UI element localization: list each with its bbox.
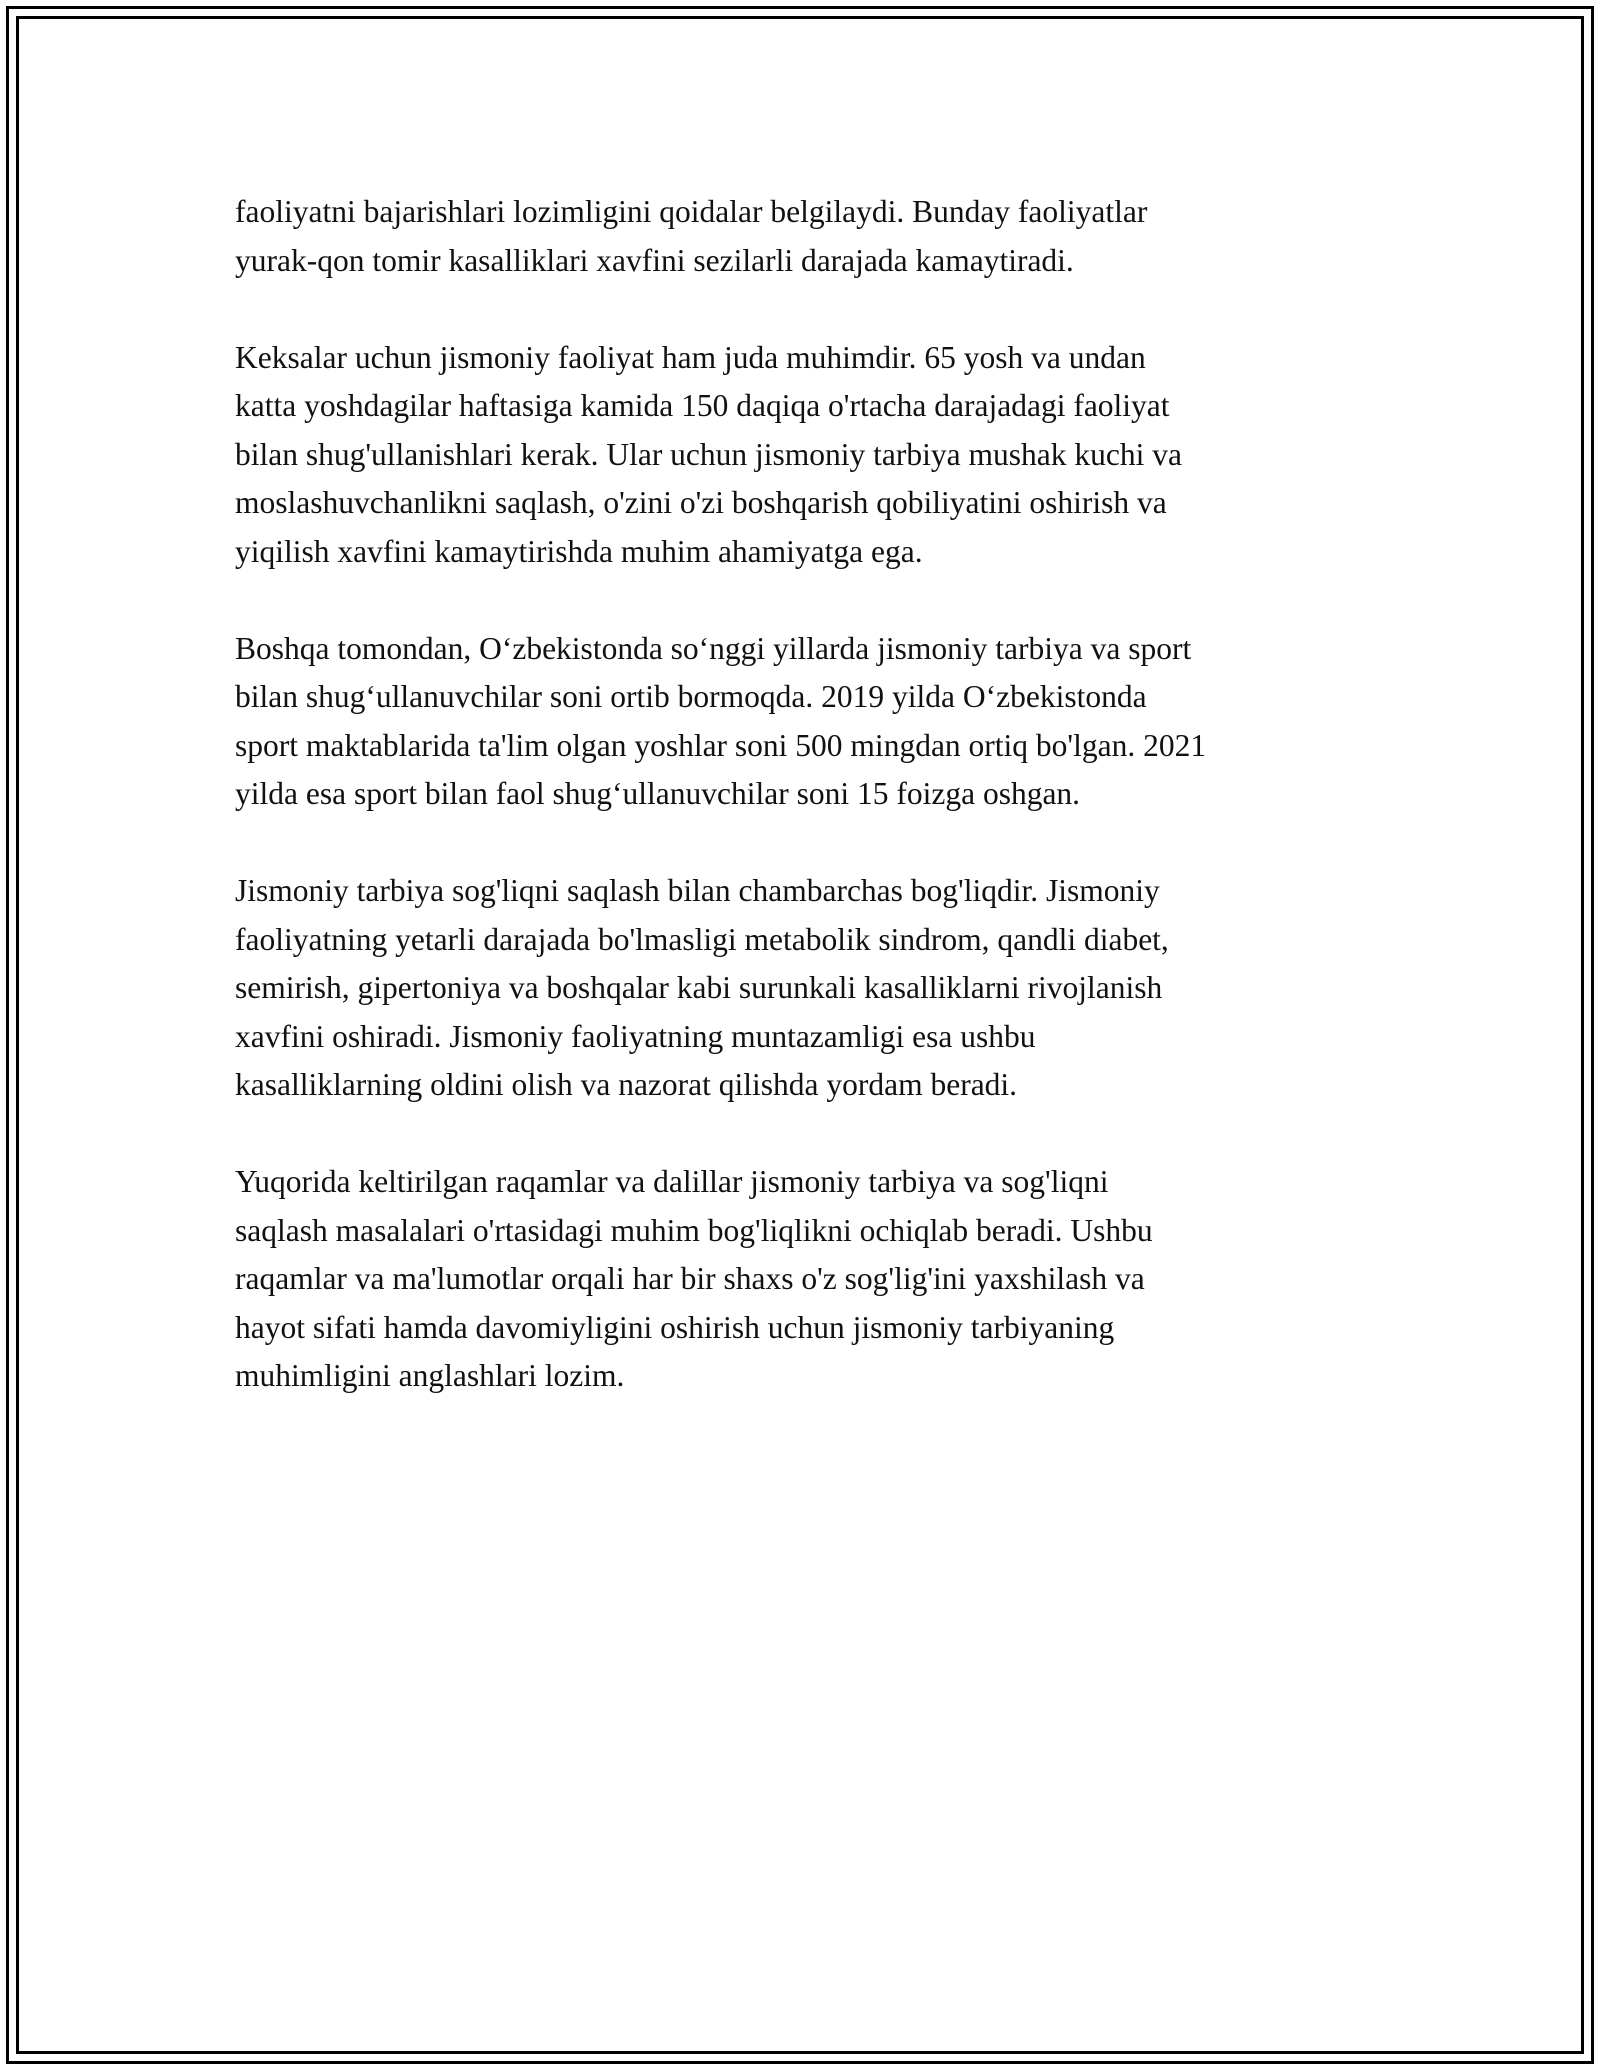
- paragraph-1: faoliyatni bajarishlari lozimligini qoidalar belgilaydi. Bunday faoliyatlar yurak-qon tomir kasalliklari xavfini sezilarli darajada kamaytiradi.: [235, 194, 1148, 278]
- document-body: [235, 188, 1375, 1449]
- paragraph-5: Yuqorida keltirilgan raqamlar va dalillar jismoniy tarbiya va sog'liqni saqlash masalalari o'rtasidagi muhim bog'liqlikni ochiqlab beradi. Ushbu raqamlar va ma'lumotlar orqali har bir shaxs o'z sog'lig'ini yaxshilash va hayot sifati hamda davomiyligini oshirish uchun jismoniy tarbiyaning muhimligini anglashlari lozim.: [235, 1164, 1153, 1393]
- paragraph-3: Boshqa tomondan, O‘zbekistonda so‘nggi yillarda jismoniy tarbiya va sport bilan shug‘ullanuvchilar soni ortib bormoqda. 2019 yilda O‘zbekistonda sport maktablarida ta'lim olgan yoshlar soni 500 mingdan ortiq bo'lgan. 2021 yilda esa sport bilan faol shug‘ullanuvchilar soni 15 foizga oshgan.: [235, 630, 1207, 811]
- paragraph-2: Keksalar uchun jismoniy faoliyat ham juda muhimdir. 65 yosh va undan katta yoshdagilar haftasiga kamida 150 daqiqa o'rtacha darajadagi faoliyat bilan shug'ullanishlari kerak. Ular uchun jismoniy tarbiya mushak kuchi va moslashuvchanlikni saqlash, o'zini o'zi boshqarish qobiliyatini oshirish va yiqilish xavfini kamaytirishda muhim ahamiyatga ega.: [235, 339, 1182, 569]
- paragraph-4: Jismoniy tarbiya sog'liqni saqlash bilan chambarchas bog'liqdir. Jismoniy faoliyatning yetarli darajada bo'lmasligi metabolik sindrom, qandli diabet, semirish, gipertoniya va boshqalar kabi surunkali kasalliklarni rivojlanish xavfini oshiradi. Jismoniy faoliyatning muntazamligi esa ushbu kasalliklarning oldini olish va nazorat qilishda yordam beradi.: [235, 873, 1169, 1102]
